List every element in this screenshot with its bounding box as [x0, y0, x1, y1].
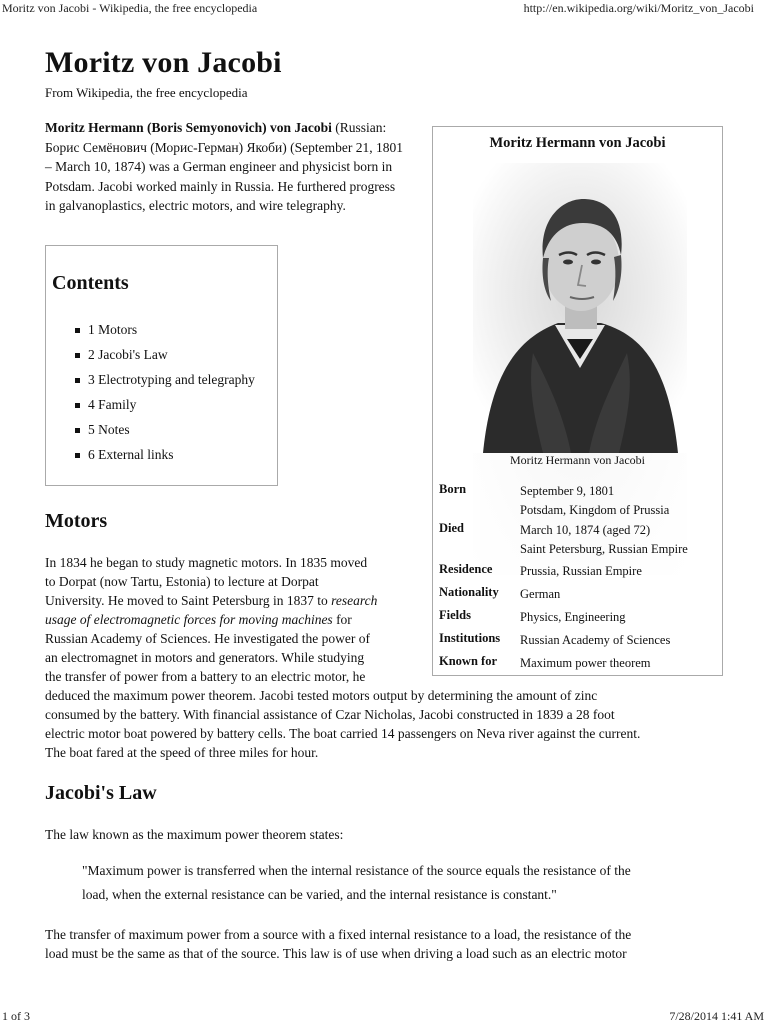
- intro-subject-name: Moritz Hermann (Boris Semyonovich) von Jacobi: [45, 120, 332, 135]
- motors-line: the transfer of power from a battery to an electric motor, he: [45, 669, 366, 684]
- law-quote: "Maximum power is transferred when the internal resistance of the source equals the resistance of the load, when the external resistance can be varied, and the internal resistance is constant.": [82, 863, 631, 902]
- motors-line: to Dorpat (now Tartu, Estonia) to lecture at Dorpat: [45, 574, 319, 589]
- toc-item-electrotyping[interactable]: 3 Electrotyping and telegraphy: [75, 370, 255, 395]
- infobox: [432, 126, 723, 676]
- infobox-value[interactable]: Prussia, Russian Empire: [520, 564, 642, 578]
- section-heading-motors: Motors: [45, 510, 108, 532]
- motors-line: In 1834 he began to study magnetic motors. In 1835 moved: [45, 555, 368, 570]
- section-heading-jacobis-law: Jacobi's Law: [45, 782, 157, 804]
- table-of-contents: [45, 245, 278, 486]
- infobox-label: Known for: [439, 654, 497, 668]
- infobox-value[interactable]: German: [520, 587, 561, 601]
- infobox-value[interactable]: Physics, Engineering: [520, 610, 626, 624]
- toc-item-external-links[interactable]: 6 External links: [75, 445, 255, 470]
- infobox-value: [520, 521, 715, 559]
- motors-paragraph-narrow: [45, 553, 425, 686]
- research-link[interactable]: research: [331, 593, 378, 608]
- motors-line: The boat fared at the speed of three miles for hour.: [45, 745, 319, 760]
- toc-item-motors[interactable]: 1 Motors: [75, 320, 255, 345]
- infobox-value[interactable]: Maximum power theorem: [520, 656, 651, 670]
- infobox-value[interactable]: Russian Academy of Sciences: [520, 633, 671, 647]
- toc-item-family[interactable]: 4 Family: [75, 395, 255, 420]
- infobox-value: [520, 482, 715, 520]
- intro-text: (Russian: Борис Семёнович (Морис-Герман) Якоби) (September 21, 1801 – March 10, 1874) was a German engineer and physicist born in Potsdam. Jacobi worked mainly in Russia. He furthered progress in galvanoplastics, electric motors, and wire telegraphy.: [45, 120, 403, 213]
- toc-title: Contents: [52, 272, 129, 294]
- print-footer-timestamp: 7/28/2014 1:41 AM: [669, 1009, 764, 1023]
- toc-list: [75, 320, 255, 470]
- infobox-title: Moritz Hermann von Jacobi: [489, 135, 666, 151]
- motors-line: electric motor boat powered by battery cells. The boat carried 14 passengers on Neva river against the current.: [45, 726, 641, 741]
- print-header-title: Moritz von Jacobi - Wikipedia, the free encyclopedia: [2, 1, 258, 15]
- site-tagline: From Wikipedia, the free encyclopedia: [45, 85, 248, 100]
- page-title: Moritz von Jacobi: [45, 46, 282, 79]
- research-link-continued[interactable]: usage of electromagnetic forces for moving machines: [45, 612, 333, 627]
- toc-item-notes[interactable]: 5 Notes: [75, 420, 255, 445]
- born-date[interactable]: September 9, 1801: [520, 484, 615, 498]
- motors-line: usage of electromagnetic forces for moving machines for: [45, 612, 352, 627]
- motors-line: an electromagnet in motors and generators. While studying: [45, 650, 365, 665]
- motors-line: deduced the maximum power theorem. Jacobi tested motors output by determining the amount of zinc: [45, 688, 598, 703]
- law-lead: The law known as the maximum power theorem states:: [45, 827, 344, 842]
- motors-paragraph-wide: [45, 686, 725, 762]
- portrait-caption: Moritz Hermann von Jacobi: [510, 453, 645, 467]
- portrait-illustration: [473, 163, 687, 453]
- died-place[interactable]: Saint Petersburg, Russian Empire: [520, 542, 688, 556]
- infobox-label: Born: [439, 482, 467, 496]
- infobox-label: Residence: [439, 562, 493, 576]
- infobox-label: Died: [439, 521, 464, 535]
- law-paragraph: The transfer of maximum power from a source with a fixed internal resistance to a load, the resistance of the load must be the same as that of the source. This law is of use when driving a load such as an electric motor: [45, 927, 632, 961]
- motors-line: Russian Academy of Sciences. He investigated the power of: [45, 631, 371, 646]
- infobox-label: Nationality: [439, 585, 499, 599]
- infobox-label: Fields: [439, 608, 471, 622]
- born-place[interactable]: Potsdam, Kingdom of Prussia: [520, 503, 670, 517]
- died-date[interactable]: March 10, 1874 (aged 72): [520, 523, 651, 537]
- print-header-url[interactable]: http://en.wikipedia.org/wiki/Moritz_von_Jacobi: [523, 1, 754, 15]
- motors-line: University. He moved to Saint Petersburg in 1837 to research: [45, 593, 378, 608]
- motors-line: consumed by the battery. With financial assistance of Czar Nicholas, Jacobi constructed in 1839 a 28 foot: [45, 707, 615, 722]
- intro-paragraph: [45, 118, 405, 216]
- print-footer-page-number: 1 of 3: [2, 1009, 30, 1023]
- toc-item-jacobis-law[interactable]: 2 Jacobi's Law: [75, 345, 255, 370]
- infobox-label: Institutions: [439, 631, 501, 645]
